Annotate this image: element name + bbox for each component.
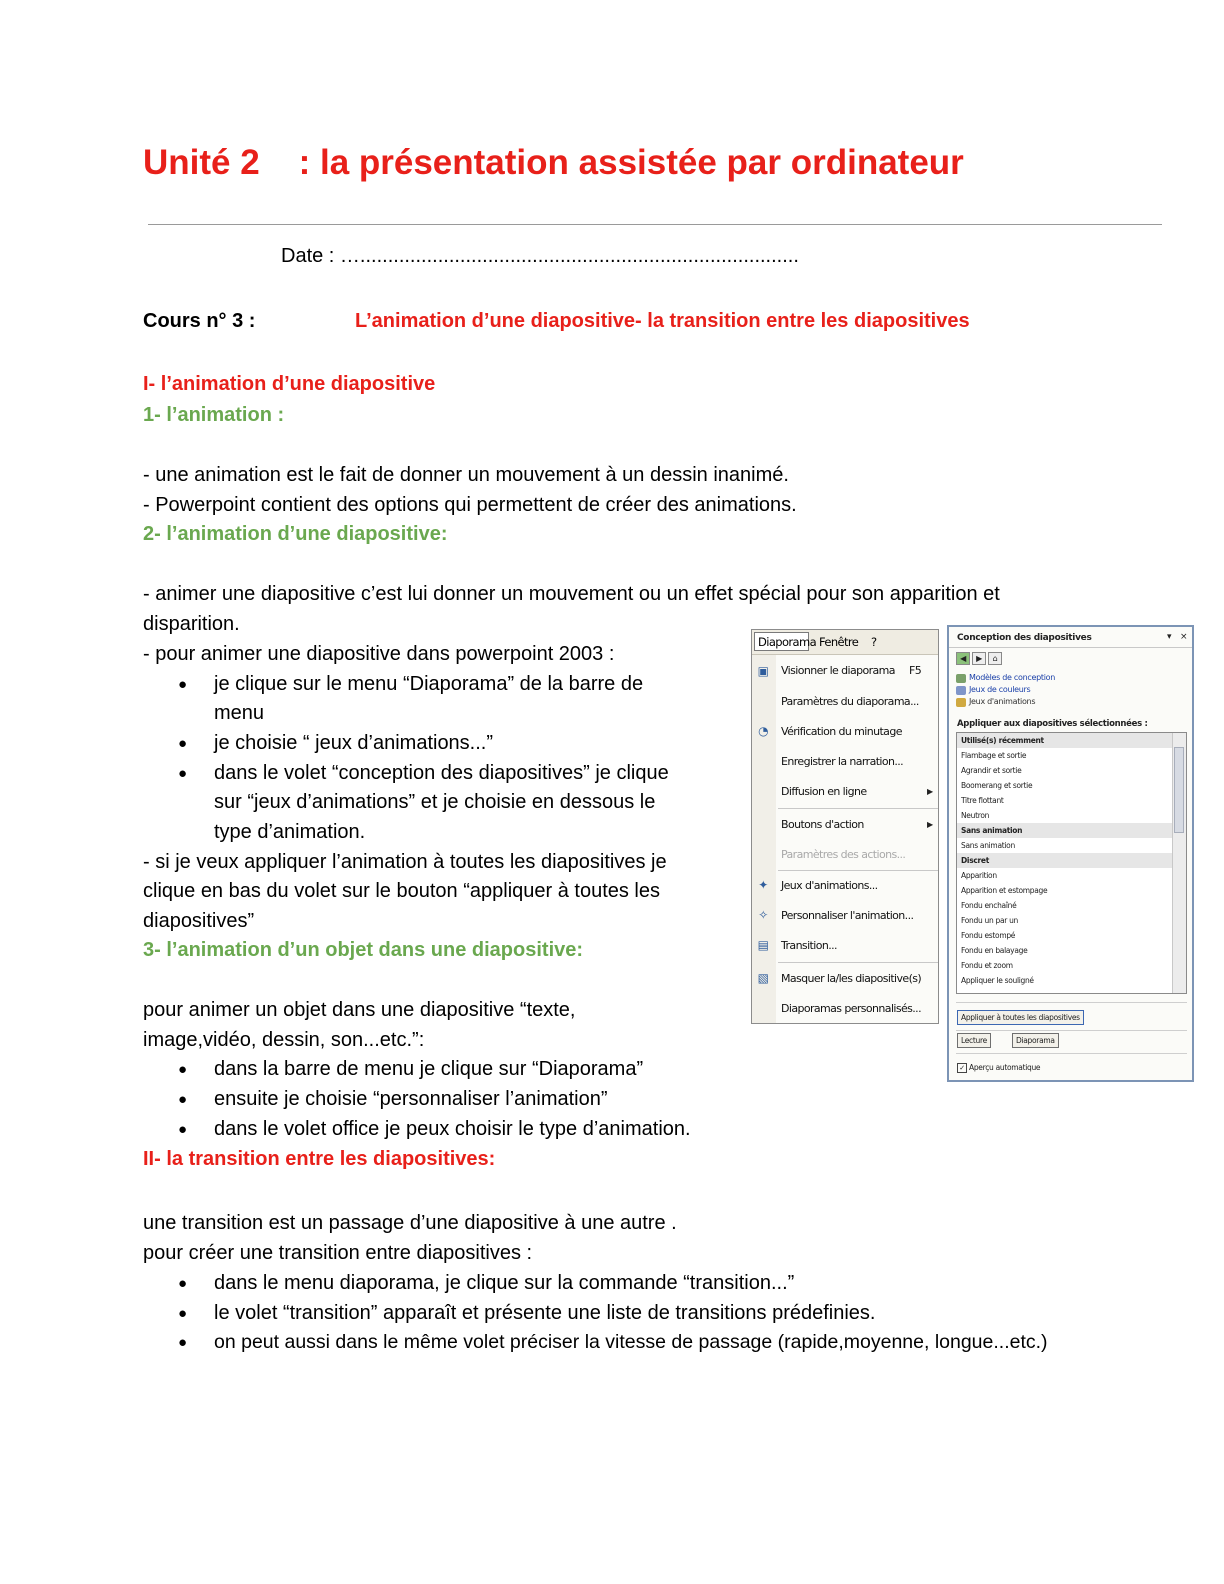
close-icon[interactable]: × bbox=[1180, 632, 1188, 642]
timer-icon: ◔ bbox=[758, 724, 768, 738]
apply-to-selected-label: Appliquer aux diapositives sélectionnées : bbox=[957, 719, 1148, 729]
list-item[interactable]: Titre flottant bbox=[961, 796, 1004, 805]
animation-schemes-icon bbox=[956, 698, 966, 707]
list-item[interactable]: Fondu estompé bbox=[961, 931, 1016, 940]
bullet-marker: ● bbox=[178, 676, 188, 693]
list-item[interactable]: Fondu enchaîné bbox=[961, 901, 1017, 910]
list-item[interactable]: Fondu un par un bbox=[961, 916, 1019, 925]
bullet-line: type d’animation. bbox=[214, 821, 366, 843]
apply-all-button[interactable]: Appliquer à toutes les diapositives bbox=[957, 1010, 1084, 1025]
hide-slide-icon: ▧ bbox=[757, 971, 769, 985]
list-item[interactable]: Sans animation bbox=[961, 841, 1015, 850]
menu-item-visionner[interactable]: Visionner le diaporama bbox=[781, 664, 895, 677]
list-item[interactable]: Fondu en balayage bbox=[961, 946, 1028, 955]
menu-item-narration[interactable]: Enregistrer la narration... bbox=[781, 755, 904, 768]
play-button[interactable]: Lecture bbox=[957, 1033, 991, 1048]
autopreview-checkbox[interactable]: ✓ bbox=[957, 1063, 967, 1073]
bullet-line: le volet “transition” apparaît et présente une liste de transitions prédefinies. bbox=[214, 1302, 876, 1324]
slideshow-button[interactable]: Diaporama bbox=[1012, 1033, 1059, 1048]
sub3-intro: image,vidéo, dessin, son...etc.”: bbox=[143, 1029, 425, 1051]
bullet-marker: ● bbox=[178, 1334, 188, 1351]
sub2-outro: diapositives” bbox=[143, 910, 255, 932]
bullet-line: je choisie “ jeux d’animations...” bbox=[214, 732, 494, 754]
sub2-outro: clique en bas du volet sur le bouton “appliquer à toutes les bbox=[143, 880, 661, 902]
list-item[interactable]: Appliquer le souligné bbox=[961, 976, 1034, 985]
section2-heading: II- la transition entre les diapositives: bbox=[143, 1148, 496, 1170]
bullet-line: sur “jeux d’animations” et je choisie en dessous le bbox=[214, 791, 656, 813]
sub2-intro: disparition. bbox=[143, 613, 240, 635]
list-item[interactable]: Agrandir et sortie bbox=[961, 766, 1022, 775]
menu-item-diffusion[interactable]: Diffusion en ligne bbox=[781, 785, 867, 798]
sub1-line: - une animation est le fait de donner un mouvement à un dessin inanimé. bbox=[143, 464, 789, 486]
bullet-line: dans le volet office je peux choisir le type d’animation. bbox=[214, 1118, 691, 1140]
task-pane-header bbox=[949, 627, 1192, 648]
slideshow-icon: ▣ bbox=[757, 664, 769, 678]
section2-intro: pour créer une transition entre diapositives : bbox=[143, 1242, 533, 1264]
menu-item-masquer[interactable]: Masquer la/les diapositive(s) bbox=[781, 972, 922, 985]
list-item[interactable]: Apparition et estompage bbox=[961, 886, 1048, 895]
color-schemes-icon bbox=[956, 686, 966, 695]
dropdown-icon[interactable]: ▾ bbox=[1167, 632, 1172, 642]
animation-schemes-icon: ✦ bbox=[758, 878, 768, 892]
menu-item-personnaliser[interactable]: Personnaliser l'animation... bbox=[781, 909, 914, 922]
task-pane-title: Conception des diapositives bbox=[957, 633, 1092, 643]
diaporama-menu-screenshot bbox=[751, 629, 939, 1024]
bullet-marker: ● bbox=[178, 765, 188, 782]
bullet-line: dans la barre de menu je clique sur “Diaporama” bbox=[214, 1058, 644, 1080]
menu-item-jeux-animations[interactable]: Jeux d'animations... bbox=[781, 879, 878, 892]
list-group-header: Sans animation bbox=[957, 823, 1173, 838]
bullet-marker: ● bbox=[178, 1275, 188, 1292]
menu-bar bbox=[752, 630, 938, 655]
menu-item-boutons-action[interactable]: Boutons d'action bbox=[781, 818, 864, 831]
submenu-arrow-icon: ▶ bbox=[927, 820, 933, 829]
task-pane-screenshot bbox=[947, 625, 1194, 1082]
animation-scheme-list[interactable] bbox=[956, 732, 1187, 994]
bullet-line: on peut aussi dans le même volet préciser la vitesse de passage (rapide,moyenne, longue...etc.) bbox=[214, 1331, 1048, 1353]
menu-item-parametres-actions: Paramètres des actions... bbox=[781, 848, 906, 861]
autopreview-label: Aperçu automatique bbox=[969, 1063, 1041, 1072]
sub2-intro: - animer une diapositive c’est lui donner un mouvement ou un effet spécial pour son apparition et bbox=[143, 583, 1000, 605]
forward-icon[interactable]: ▶ bbox=[972, 652, 986, 665]
pane-divider bbox=[956, 1030, 1187, 1031]
sub3-intro: pour animer un objet dans une diapositive “texte, bbox=[143, 999, 576, 1021]
menu-item-verification[interactable]: Vérification du minutage bbox=[781, 725, 902, 738]
menu-item-diaporamas-personnalises[interactable]: Diaporamas personnalisés... bbox=[781, 1002, 921, 1015]
bullet-marker: ● bbox=[178, 1305, 188, 1322]
list-item[interactable]: Apparition bbox=[961, 871, 997, 880]
sub2-outro: - si je veux appliquer l’animation à toutes les diapositives je bbox=[143, 851, 667, 873]
bullet-marker: ● bbox=[178, 1061, 188, 1078]
list-group-header: Utilisé(s) récemment bbox=[957, 733, 1173, 748]
horizontal-rule bbox=[148, 224, 1162, 225]
section2-intro: une transition est un passage d’une diapositive à une autre . bbox=[143, 1212, 677, 1234]
bullet-line: dans le volet “conception des diapositives” je clique bbox=[214, 762, 669, 784]
menu-separator bbox=[778, 808, 938, 809]
date-line: Date : …............................................................................... bbox=[281, 245, 799, 267]
menu-icon-strip bbox=[752, 654, 776, 1023]
bullet-line: menu bbox=[214, 702, 265, 724]
menu-separator bbox=[778, 870, 938, 871]
bullet-line: je clique sur le menu “Diaporama” de la barre de bbox=[214, 673, 644, 695]
submenu-arrow-icon: ▶ bbox=[927, 787, 933, 796]
transition-icon: ▤ bbox=[757, 938, 769, 952]
menu-bar-fenetre[interactable]: Fenêtre bbox=[819, 635, 859, 649]
bullet-marker: ● bbox=[178, 1091, 188, 1108]
document-title: Unité 2 : la présentation assistée par ordinateur bbox=[143, 143, 964, 182]
sub2-heading: 2- l’animation d’une diapositive: bbox=[143, 523, 448, 545]
link-modeles-conception[interactable]: Modèles de conception bbox=[969, 673, 1055, 682]
bullet-line: ensuite je choisie “personnaliser l’animation” bbox=[214, 1088, 608, 1110]
list-scrollbar[interactable] bbox=[1172, 733, 1186, 993]
menu-bar-diaporama[interactable]: Diaporama bbox=[758, 635, 817, 649]
menu-item-transition[interactable]: Transition... bbox=[781, 939, 837, 952]
sub1-line: - Powerpoint contient des options qui permettent de créer des animations. bbox=[143, 494, 797, 516]
list-item[interactable]: Neutron bbox=[961, 811, 990, 820]
home-icon[interactable]: ⌂ bbox=[988, 652, 1002, 665]
link-jeux-couleurs[interactable]: Jeux de couleurs bbox=[969, 685, 1031, 694]
bullet-line: dans le menu diaporama, je clique sur la commande “transition...” bbox=[214, 1272, 795, 1294]
bullet-marker: ● bbox=[178, 735, 188, 752]
design-templates-icon bbox=[956, 674, 966, 683]
sub3-heading: 3- l’animation d’un objet dans une diapositive: bbox=[143, 939, 584, 961]
sub1-heading: 1- l’animation : bbox=[143, 404, 285, 426]
scrollbar-thumb[interactable] bbox=[1174, 747, 1184, 833]
menu-bar-help[interactable]: ? bbox=[871, 635, 877, 649]
pane-divider bbox=[956, 1002, 1187, 1003]
link-jeux-animations[interactable]: Jeux d'animations bbox=[969, 697, 1036, 706]
list-item[interactable]: Boomerang et sortie bbox=[961, 781, 1033, 790]
back-icon[interactable]: ◀ bbox=[956, 652, 970, 665]
menu-separator bbox=[778, 962, 938, 963]
course-title: L’animation d’une diapositive- la transition entre les diapositives bbox=[355, 310, 970, 332]
list-item[interactable]: Flambage et sortie bbox=[961, 751, 1027, 760]
custom-animation-icon: ✧ bbox=[758, 908, 768, 922]
section1-heading: I- l’animation d’une diapositive bbox=[143, 373, 436, 395]
menu-item-parametres[interactable]: Paramètres du diaporama... bbox=[781, 695, 919, 708]
bullet-marker: ● bbox=[178, 1121, 188, 1138]
pane-divider bbox=[956, 1053, 1187, 1054]
list-item[interactable]: Fondu et zoom bbox=[961, 961, 1013, 970]
menu-shortcut: F5 bbox=[909, 664, 922, 677]
sub2-intro: - pour animer une diapositive dans powerpoint 2003 : bbox=[143, 643, 615, 665]
list-group-header: Discret bbox=[957, 853, 1173, 868]
course-label: Cours n° 3 : bbox=[143, 310, 256, 332]
